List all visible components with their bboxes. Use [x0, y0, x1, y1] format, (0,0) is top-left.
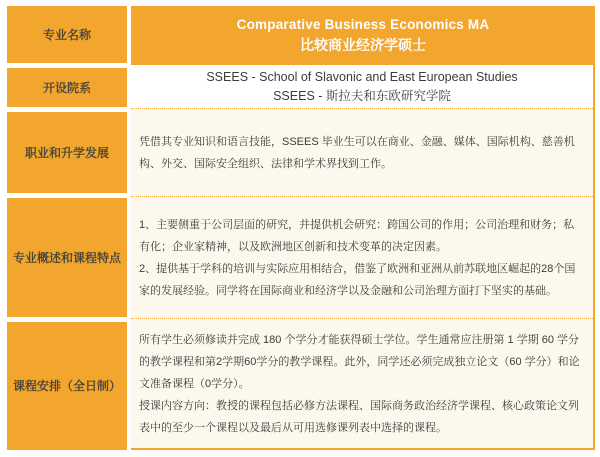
row-label-department — [7, 68, 127, 107]
career-text: 凭借其专业知识和语言技能，SSEES 毕业生可以在商业、金融、媒体、国际机构、慈善机构、外交、国际安全组织、法律和学术界找到工作。 — [139, 135, 575, 170]
schedule-cell — [131, 318, 593, 448]
label-column — [7, 6, 127, 450]
row-label-overview — [7, 198, 127, 317]
row-label-program-name-text: 专业名称 — [42, 27, 91, 42]
overview-cell — [131, 196, 593, 318]
row-label-career — [7, 112, 127, 193]
value-column — [131, 6, 595, 450]
row-label-schedule-text: 课程安排（全日制） — [12, 379, 121, 393]
overview-item-1: 1、主要侧重于公司层面的研究，并提供机会研究：跨国公司的作用；公司治理和财务；私有化；企业家精神，以及欧洲地区创新和技术变革的决定因素。 — [139, 218, 575, 253]
row-label-career-text: 职业和升学发展 — [24, 145, 109, 160]
program-title-chinese: 比较商业经济学硕士 — [300, 37, 426, 53]
row-label-department-text: 开设院系 — [42, 80, 91, 95]
career-cell — [131, 108, 593, 196]
schedule-paragraph-2: 授课内容方向：教授的课程包括必修方法课程、国际商务政治经济学课程、核心政策论文列表中的至少一个课程以及最后从可用选修课列表中选择的课程。 — [139, 399, 579, 434]
department-english: SSEES - School of Slavonic and East European Studies — [206, 69, 518, 84]
overview-item-2: 2、提供基于学科的培训与实际应用相结合，借鉴了欧洲和亚洲从前苏联地区崛起的28个国家的发展经验。同学将在国际商业和经济学以及金融和公司治理方面打下坚实的基础。 — [139, 262, 576, 297]
department-cell — [131, 65, 593, 108]
row-label-overview-text: 专业概述和课程特点 — [12, 250, 121, 265]
row-label-program-name — [7, 6, 127, 63]
row-label-schedule — [7, 322, 127, 450]
program-info-table — [7, 6, 595, 450]
detail-cells-block — [131, 65, 595, 450]
department-chinese: SSEES - 斯拉夫和东欧研究学院 — [273, 88, 451, 103]
program-title-cell — [131, 6, 595, 65]
schedule-paragraph-1: 所有学生必须修读并完成 180 个学分才能获得硕士学位。学生通常应注册第 1 学期 60 学分的教学课程和第2学期60学分的教学课程。此外，同学还必须完成独立论文（60 学分）和论文准备课程（0学分）。 — [139, 333, 580, 390]
program-title-english: Comparative Business Economics MA — [236, 17, 490, 32]
